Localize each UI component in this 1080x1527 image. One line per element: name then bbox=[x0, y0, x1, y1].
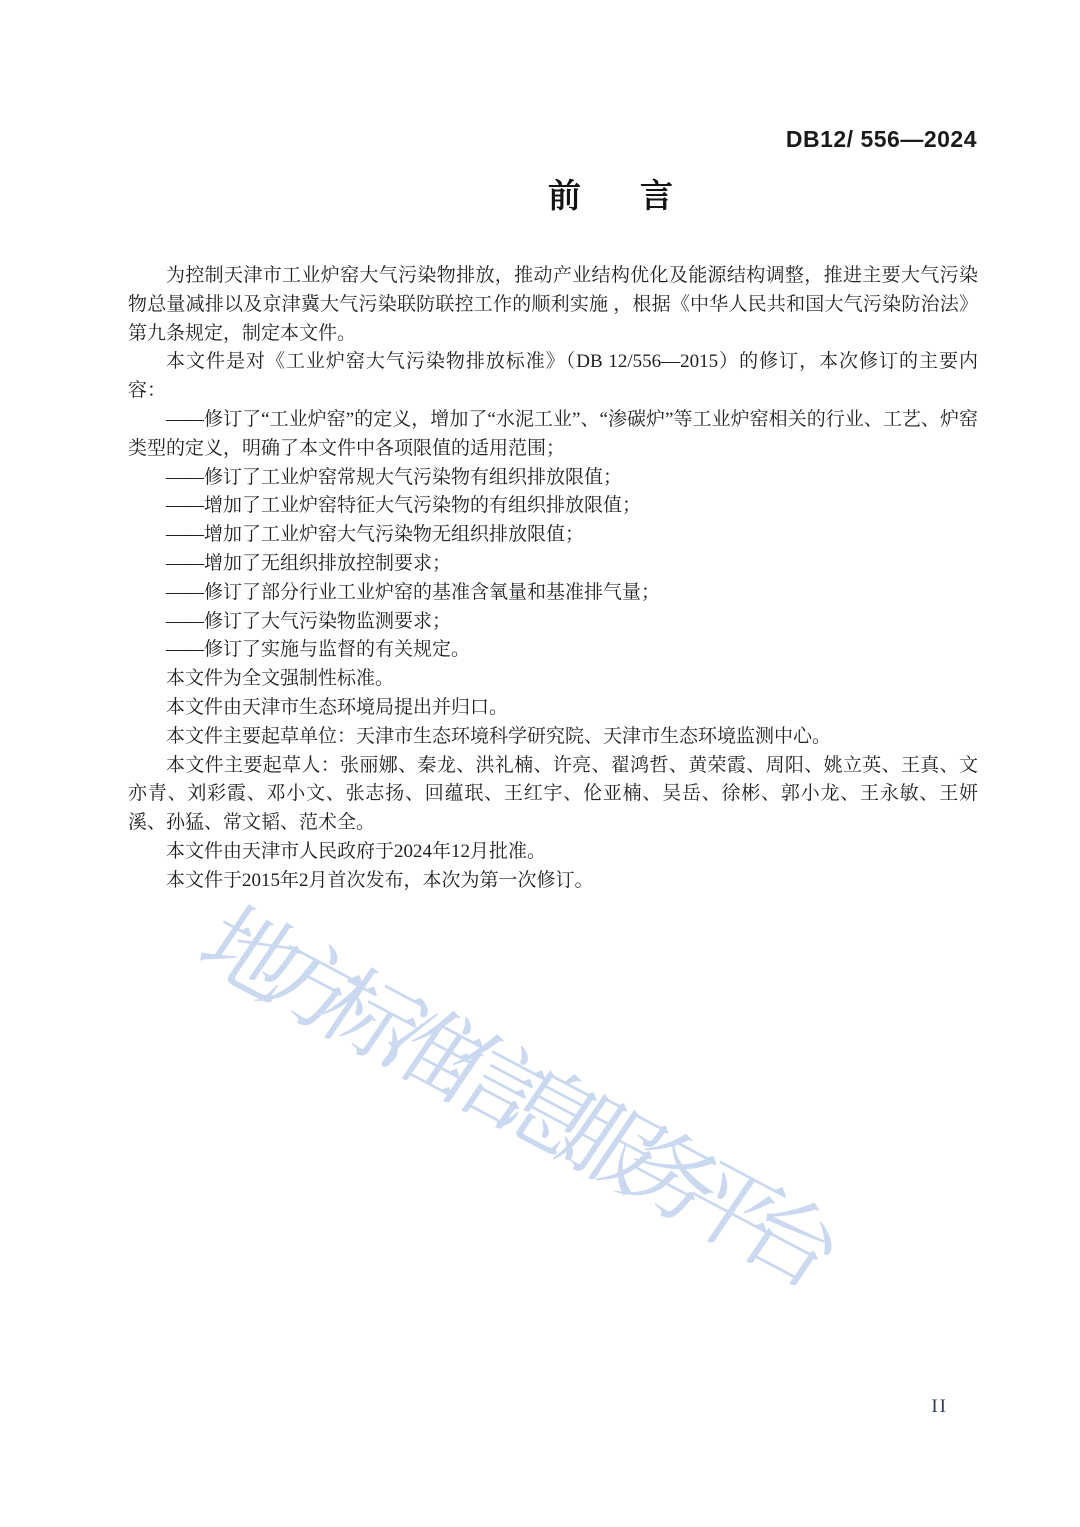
paragraph: 本文件由天津市人民政府于2024年12月批准。 bbox=[166, 840, 547, 862]
paragraph: 本文件主要起草人：张丽娜、秦龙、洪礼楠、许亮、翟鸿哲、黄荣霞、周阳、姚立英、王真、文亦青、刘彩霞、邓小文、张志扬、回蕴珉、王红宇、伦亚楠、吴岳、徐彬、郭小龙、王永敏、王妍溪、孙猛、常文韬、范术全。 bbox=[128, 754, 978, 834]
paragraph: 本文件于2015年2月首次发布，本次为第一次修订。 bbox=[166, 869, 594, 891]
standard-number: DB12/ 556—2024 bbox=[785, 126, 977, 152]
paragraph: ——修订了部分行业工业炉窑的基准含氧量和基准排气量； bbox=[166, 581, 661, 603]
paragraph: ——增加了工业炉窑大气污染物无组织排放限值； bbox=[166, 524, 585, 546]
paragraph: ——修订了工业炉窑常规大气污染物有组织排放限值； bbox=[166, 466, 623, 488]
foreword-content bbox=[128, 262, 978, 896]
paragraph: 为控制天津市工业炉窑大气污染物排放，推动产业结构优化及能源结构调整，推进主要大气污染物总量减排以及京津冀大气污染联防联控工作的顺利实施 ，根据《中华人民共和国大气污染防治法》第九条规定，制定本文件。 bbox=[128, 265, 978, 344]
paragraph: ——增加了无组织排放控制要求； bbox=[166, 552, 452, 574]
paragraph: ——修订了“工业炉窑”的定义，增加了“水泥工业”、“渗碳炉”等工业炉窑相关的行业、工艺、炉窑类型的定义，明确了本文件中各项限值的适用范围； bbox=[128, 408, 978, 459]
paragraph: 本文件主要起草单位：天津市生态环境科学研究院、天津市生态环境监测中心。 bbox=[166, 725, 832, 747]
page-title: 前 言 bbox=[548, 177, 686, 214]
paragraph: 本文件是对《工业炉窑大气污染物排放标准》（DB 12/556—2015）的修订，本次修订的主要内容： bbox=[128, 351, 978, 402]
paragraph: 本文件为全文强制性标准。 bbox=[166, 668, 395, 690]
paragraph: ——修订了大气污染物监测要求； bbox=[166, 610, 452, 632]
paragraph: ——修订了实施与监督的有关规定。 bbox=[166, 639, 471, 661]
paragraph: ——增加了工业炉窑特征大气污染物的有组织排放限值； bbox=[166, 495, 642, 517]
watermark-text: 地方标准信息服务平台 bbox=[181, 891, 840, 1296]
page-number: II bbox=[931, 1396, 948, 1417]
paragraph: 本文件由天津市生态环境局提出并归口。 bbox=[166, 696, 509, 718]
